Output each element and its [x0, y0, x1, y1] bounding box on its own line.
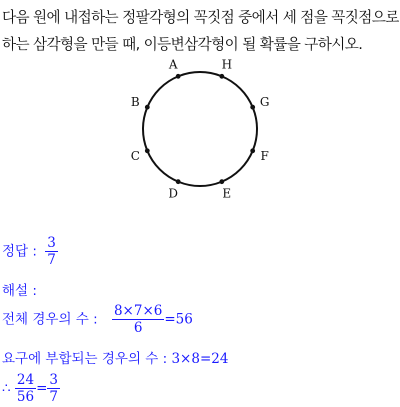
conclusion-numerator-2: 3	[49, 372, 58, 388]
total-cases-fraction	[112, 304, 164, 335]
total-cases-result: =56	[164, 311, 193, 328]
conclusion-denominator-1: 56	[16, 389, 35, 406]
vertex-label-b: B	[130, 95, 140, 110]
vertex-label-g: G	[259, 95, 270, 110]
total-cases-label: 전체 경우의 수 :	[2, 311, 98, 328]
conclusion-equals: =	[36, 380, 48, 397]
vertex-label-h: H	[221, 57, 233, 72]
answer-row	[2, 236, 58, 267]
favorable-cases-expression: 3×8=24	[171, 351, 229, 367]
therefore-symbol: ∴	[2, 380, 11, 397]
answer-denominator: 7	[47, 252, 56, 269]
conclusion-denominator-2: 7	[49, 389, 58, 406]
vertex-point-b	[145, 105, 150, 110]
conclusion-numerator-1: 24	[16, 372, 35, 388]
vertex-point-a	[176, 74, 181, 79]
total-cases-denominator: 6	[133, 320, 143, 337]
vertex-point-f	[250, 148, 255, 153]
vertex-label-a: A	[168, 57, 178, 72]
question-line-1: 다음 원에 내접하는 정팔각형의 꼭짓점 중에서 세 점을 꼭짓점으로	[2, 9, 399, 26]
vertex-layer	[131, 57, 270, 200]
vertex-point-g	[250, 105, 255, 110]
answer-fraction	[45, 236, 58, 267]
circumscribed-circle	[143, 72, 257, 186]
conclusion-row	[2, 373, 60, 404]
vertex-point-d	[176, 179, 181, 184]
vertex-point-e	[219, 179, 224, 184]
vertex-label-f: F	[260, 148, 269, 163]
vertex-point-c	[145, 148, 150, 153]
answer-label: 정답 :	[2, 243, 37, 260]
conclusion-fraction-2	[47, 373, 60, 404]
vertex-label-e: E	[222, 186, 232, 201]
total-cases-row	[2, 304, 193, 335]
favorable-cases-row	[2, 347, 228, 367]
vertex-point-h	[219, 74, 224, 79]
favorable-cases-label: 요구에 부합되는 경우의 수 :	[2, 351, 168, 367]
question-line-2: 하는 삼각형을 만들 때, 이등변삼각형이 될 확률을 구하시오.	[2, 36, 363, 53]
vertex-label-d: D	[168, 186, 179, 201]
explanation-label: 해설 :	[2, 283, 37, 299]
answer-numerator: 3	[47, 235, 56, 251]
conclusion-fraction-1	[15, 373, 36, 404]
total-cases-numerator: 8×7×6	[113, 303, 163, 319]
vertex-label-c: C	[130, 148, 140, 163]
